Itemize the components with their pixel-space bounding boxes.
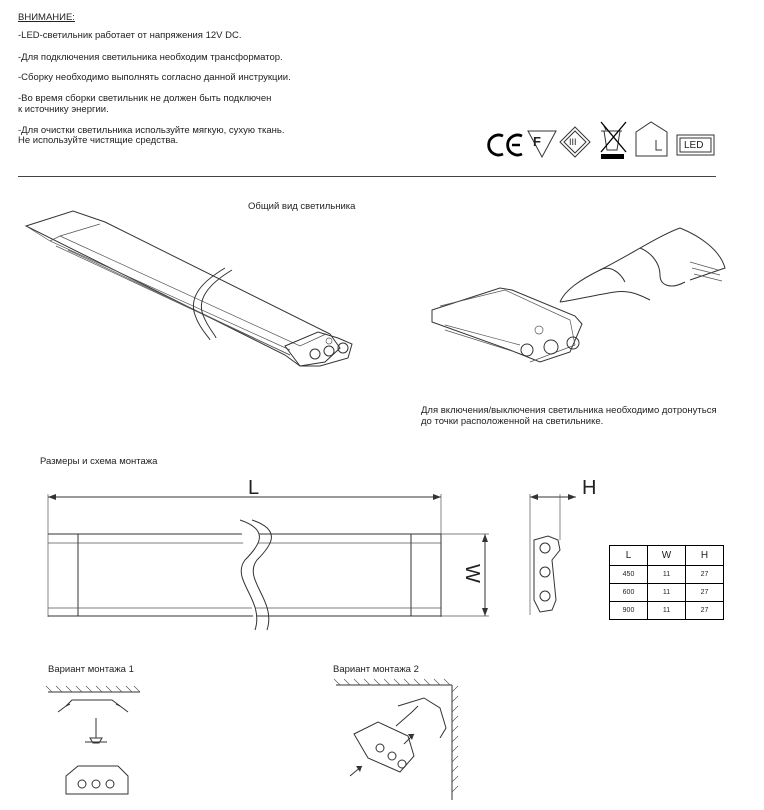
table-cell: 27 [686, 602, 724, 620]
table-cell: 27 [686, 566, 724, 584]
overview-title: Общий вид светильника [248, 201, 356, 212]
warning-line: Не используйте чистящие средства. [18, 135, 179, 146]
luminaire-overview-drawing [26, 211, 352, 366]
dimension-drawing [48, 494, 576, 630]
ce-mark-icon [489, 135, 522, 155]
warning-line: -LED-светильник работает от напряжения 12V DC. [18, 30, 242, 41]
dimension-l-label: L [248, 477, 260, 499]
dimension-w-label: W [460, 564, 483, 583]
cert-led-label: LED [684, 140, 704, 151]
mounting-variant-1-label: Вариант монтажа 1 [48, 664, 134, 675]
table-header: H [686, 546, 724, 566]
table-cell: 11 [648, 602, 686, 620]
table-row [610, 602, 724, 620]
table-header: W [648, 546, 686, 566]
table-row [610, 584, 724, 602]
touch-note-line-1: Для включения/выключения светильника необходимо дотронуться [421, 405, 717, 416]
warning-line: -Для подключения светильника необходим трансформатор. [18, 52, 283, 63]
indoor-house-icon [636, 122, 667, 156]
warning-line: -Во время сборки светильник не должен быть подключен [18, 93, 272, 104]
table-row [610, 566, 724, 584]
dimensions-table [609, 545, 724, 620]
table-cell: 900 [610, 602, 648, 620]
mounting-variant-2-drawing [334, 679, 458, 800]
warning-line: -Сборку необходимо выполнять согласно данной инструкции. [18, 72, 291, 83]
section-divider [18, 176, 716, 177]
table-cell: 11 [648, 584, 686, 602]
touch-note-line-2: до точки расположенной на светильнике. [421, 416, 604, 427]
table-header: L [610, 546, 648, 566]
table-cell: 27 [686, 584, 724, 602]
mounting-variant-2-label: Вариант монтажа 2 [333, 664, 419, 675]
cert-f-label: F [533, 134, 541, 149]
weee-bin-icon [601, 122, 626, 159]
warning-line: -Для очистки светильника используйте мягкую, сухую ткань. [18, 125, 285, 136]
table-cell: 11 [648, 566, 686, 584]
table-cell: 450 [610, 566, 648, 584]
hand-touch-drawing [432, 228, 725, 362]
table-cell: 600 [610, 584, 648, 602]
cert-iii-label: III [569, 137, 577, 147]
cert-ce-label [490, 162, 491, 173]
dimensions-title: Размеры и схема монтажа [40, 456, 158, 467]
table-header-row [610, 546, 724, 566]
warning-line: к источнику энергии. [18, 104, 109, 115]
warning-title: ВНИМАНИЕ: [18, 12, 75, 23]
dimension-h-label: H [582, 477, 597, 499]
mounting-variant-1-drawing [46, 686, 140, 794]
